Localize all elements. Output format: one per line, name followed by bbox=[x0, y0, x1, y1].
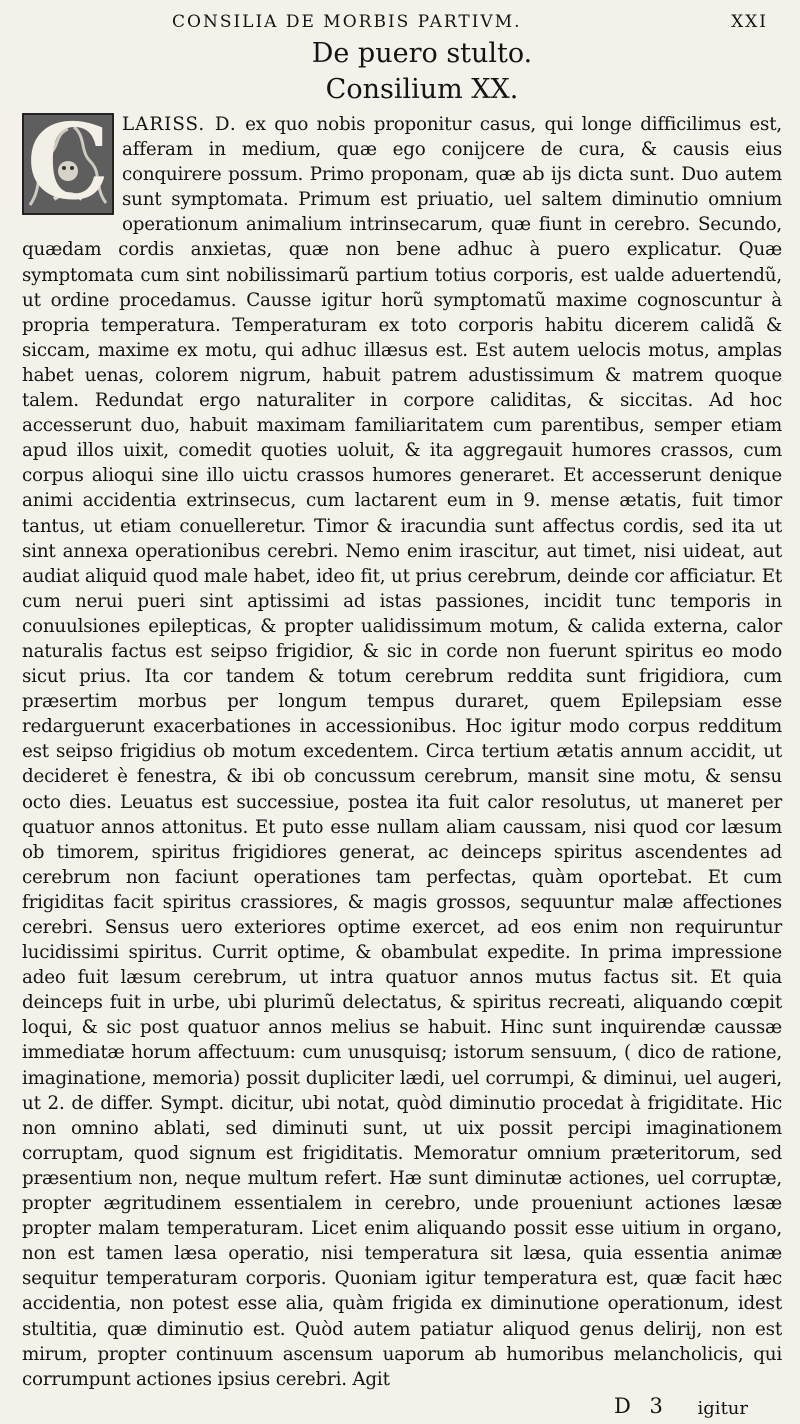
consilium-title: Consilium XX. bbox=[325, 74, 519, 105]
catchword: igitur bbox=[697, 1397, 748, 1419]
page-footer bbox=[22, 1394, 782, 1424]
folio-number: XXI bbox=[731, 12, 768, 32]
signature-mark: D 3 bbox=[614, 1393, 669, 1418]
running-head bbox=[22, 6, 782, 36]
decorated-initial-icon bbox=[22, 113, 114, 215]
body-paragraph: ex quo nobis proponitur casus, qui longe difficilimus est, afferam in medium, quæ ego conijcere de cura, & causis eius conquirere possum. Primo proponam, quæ ab ijs dicta sunt. Duo autem sunt symptomata. Primum est priuatio, uel saltem diminutio omnium operationum animalium intrinsecarum, quæ fiunt in cerebro. Secundo, quædam cordis anxietas, quæ non bene adhuc à puero explicatur. Quæ symptomata cum sint nobilissimarũ partium totius corporis, est ualde aduertendũ, ut ordine procedamus. Causse igitur horũ symptomatũ maxime cognoscuntur à propria temperatura. Temperaturam ex toto corporis habitu dicerem calidã & siccam, maxime ex motu, qui adhuc illæsus est. Est autem uelocis motus, amplas habet uenas, colorem nigrum, habuit patrem adustissimum & matrem quoque talem. Redundat ergo naturaliter in corpore caliditas, & siccitas. Ad hoc accesserunt duo, habuit maximam familiaritatem cum parentibus, semper etiam apud illos uixit, comedit quoties uoluit, & ita aggregauit humores crassos, cum corpus alioqui sine illo uictu crassos humores generaret. Et accesserunt denique animi accidentia extrinsecus, cum lactarent eum in 9. mense ætatis, fuit timor tantus, ut etiam conuelleretur. Timor & iracundia sunt affectus cordis, sed ita ut sint annexa operationibus cerebri. Nemo enim irascitur, aut timet, nisi uideat, aut audiat aliquid quod male habet, ideo fit, ut prius cerebrum, deinde cor afficiatur. Et cum nerui pueri sint aptissimi ad istas passiones, incidit tunc temporis in conuulsiones epilepticas, & propter ualidissimum motum, & calida externa, calor naturalis factus est seipso frigidior, & sic in corde non fuerunt spiritus eo modo sicut prius. Ita cor tandem & totum cerebrum reddita sunt frigidiora, cum præsertim morbus per longum tempus duraret, quem Epilepsiam esse redarguerunt exacerbationes in accessionibus. Hoc igitur modo corpus redditum est seipso frigidius ob motum excedentem. Circa tertium ætatis annum accidit, ut decideret è fenestra, & ibi ob concussum cerebrum, mansit sine motu, & sensu octo dies. Leuatus est successiue, postea ita fuit calor resolutus, ut maneret per quatuor annos attonitus. Et puto esse nullam aliam caussam, nisi quod cor læsum ob timorem, spiritus frigidiores generat, ac deinceps spiritus ascendentes ad cerebrum non faciunt operationes tam perfectas, quàm oportebat. Et cum frigiditas facit spiritus crassiores, & magis grossos, sequuntur malæ affectiones cerebri. Sensus uero exteriores optime exercet, ad eos enim non requiruntur lucidissimi spiritus. Currit optime, & obambulat expedite. In prima impressione adeo fuit læsum cerebrum, ut intra quatuor annos mutus factus sit. Et quia deinceps fuit in urbe, ubi plurimũ delectatus, & spiritus recreati, aliquando cœpit loqui, & sic post quatuor annos melius se habuit. Hinc sunt inquirendæ caussæ immediatæ horum affectuum: cum unusquisq; istorum sensuum, ( dico de ratione, imaginatione, memoria) possit dupliciter lædi, uel corrumpi, & diminui, uel augeri, ut 2. de differ. Sympt. dicitur, ubi notat, quòd diminutio procedat à frigiditate. Hic non omnino ablati, sed diminuti sunt, ut uix possit percipi imaginationem corruptam, quod signum est frigiditatis. Memoratur omnium præteritorum, sed præsentium non, neque multum refert. Hæ sunt diminutæ actiones, uel corruptæ, propter ægritudinem essentialem in cerebro, unde proueniunt actiones læsæ propter malam temperaturam. Licet enim aliquando possit esse uitium in organo, non est tamen læsa operatio, nisi temperatura sit læsa, quia essentia animæ sequitur temperaturam corporis. Quoniam igitur temperatura est, quæ facit hæc accidentia, non potest esse alia, quàm frigida ex diminutione operationum, idest stultitia, quæ diminutio est. Quòd autem patiatur aliquod genus delirij, non est mirum, propter continuum ascensum uaporum ab humoribus melancholicis, qui corrumpunt actiones ipsius cerebri. Agit bbox=[22, 114, 782, 1390]
section-title: De puero stulto. bbox=[311, 38, 533, 69]
initial-letter: C bbox=[26, 113, 110, 215]
body-text bbox=[22, 112, 782, 1392]
opening-word: LARISS. D. bbox=[122, 114, 237, 135]
running-title: CONSILIA DE MORBIS PARTIVM. bbox=[172, 12, 522, 32]
